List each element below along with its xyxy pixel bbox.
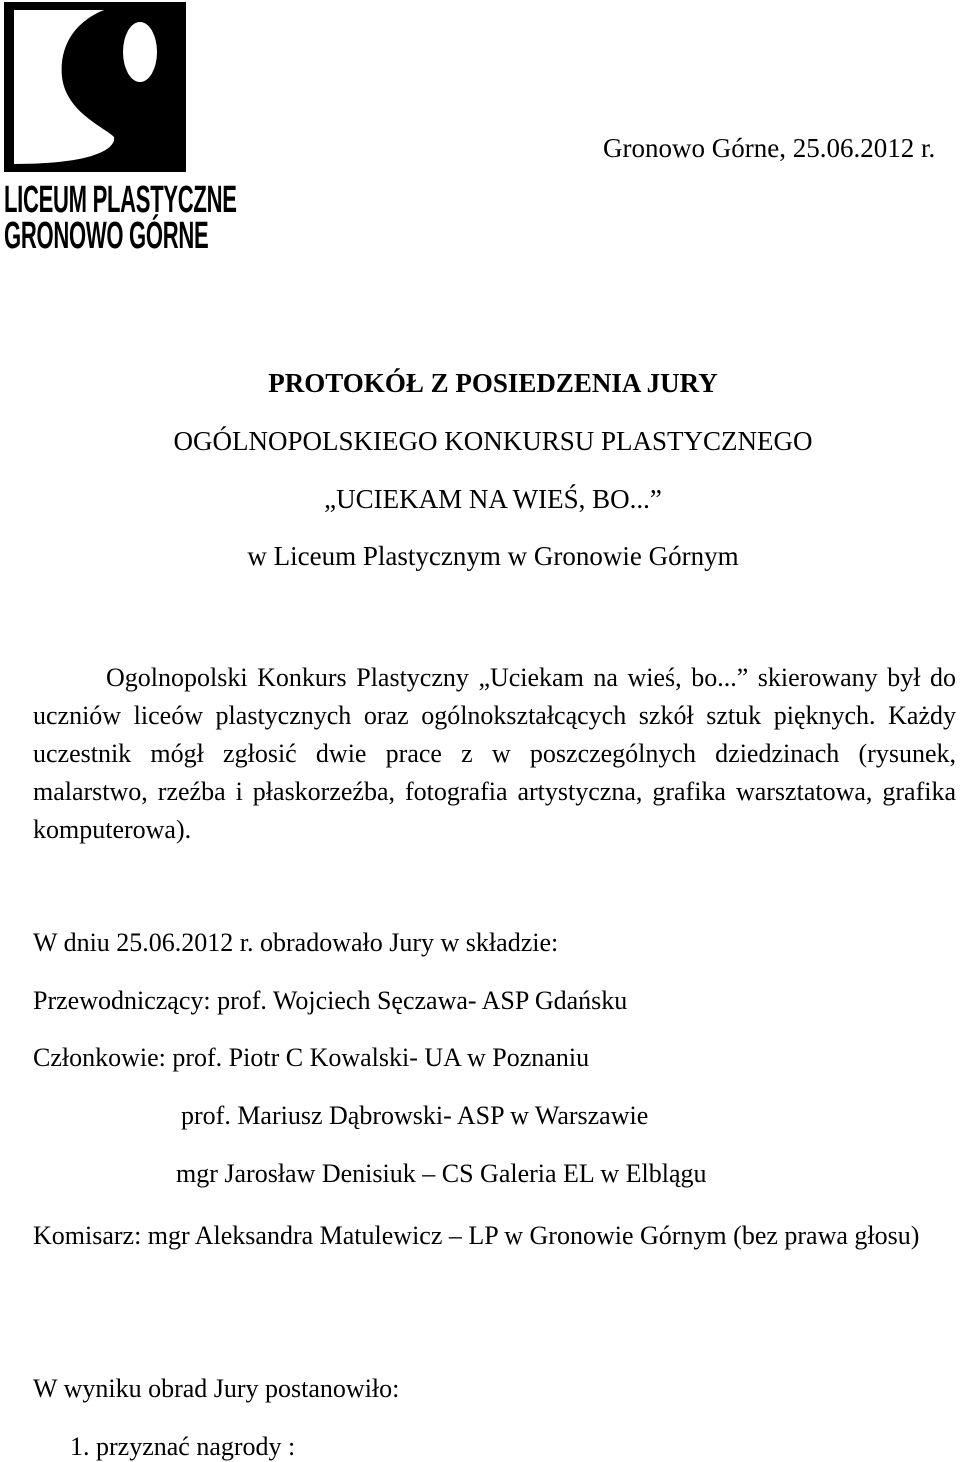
intro-paragraph: Ogolnopolski Konkurs Plastyczny „Uciekam na wieś, bo...” skierowany był do uczniów liceów plastycznych oraz ogólnokształcących szkół sztuk pięknych. Każdy uczestnik mógł zgłosić dwie prace z w poszczególnych dziedzinach (rysunek, malarstwo, rzeźba i płaskorzeźba, fotografia artystyczna, grafika warsztatowa, grafika komputerowa). (33, 663, 956, 844)
document-date: Gronowo Górne, 25.06.2012 r. (603, 133, 936, 163)
logo-line-2: GRONOWO GÓRNE (4, 215, 209, 257)
list-item: 1. przyznać nagrody : (70, 1432, 296, 1461)
chairman-line: Przewodniczący: prof. Wojciech Sęczawa- ASP Gdańsku (33, 986, 628, 1015)
document-title: PROTOKÓŁ Z POSIEDZENIA JURY (268, 368, 718, 398)
member-line: mgr Jarosław Denisiuk – CS Galeria EL w Elblągu (176, 1159, 707, 1188)
logo-emblem (4, 2, 186, 172)
logo-text (4, 179, 237, 257)
contest-name: „UCIEKAM NA WIEŚ, BO...” (324, 484, 662, 514)
session-date-line: W dniu 25.06.2012 r. obradowało Jury w składzie: (33, 928, 559, 957)
document-subtitle: OGÓLNOPOLSKIEGO KONKURSU PLASTYCZNEGO (173, 426, 813, 456)
school-logo (4, 2, 237, 257)
members-line: Członkowie: prof. Piotr C Kowalski- UA w Poznaniu (33, 1043, 590, 1072)
contest-location: w Liceum Plastycznym w Gronowie Górnym (247, 541, 739, 571)
member-line: prof. Mariusz Dąbrowski- ASP w Warszawie (181, 1101, 649, 1130)
commissioner-line: Komisarz: mgr Aleksandra Matulewicz – LP w Gronowie Górnym (bez prawa głosu) (33, 1221, 920, 1250)
logo-line-1: LICEUM PLASTYCZNE (4, 179, 237, 221)
result-intro: W wyniku obrad Jury postanowiło: (33, 1374, 400, 1403)
